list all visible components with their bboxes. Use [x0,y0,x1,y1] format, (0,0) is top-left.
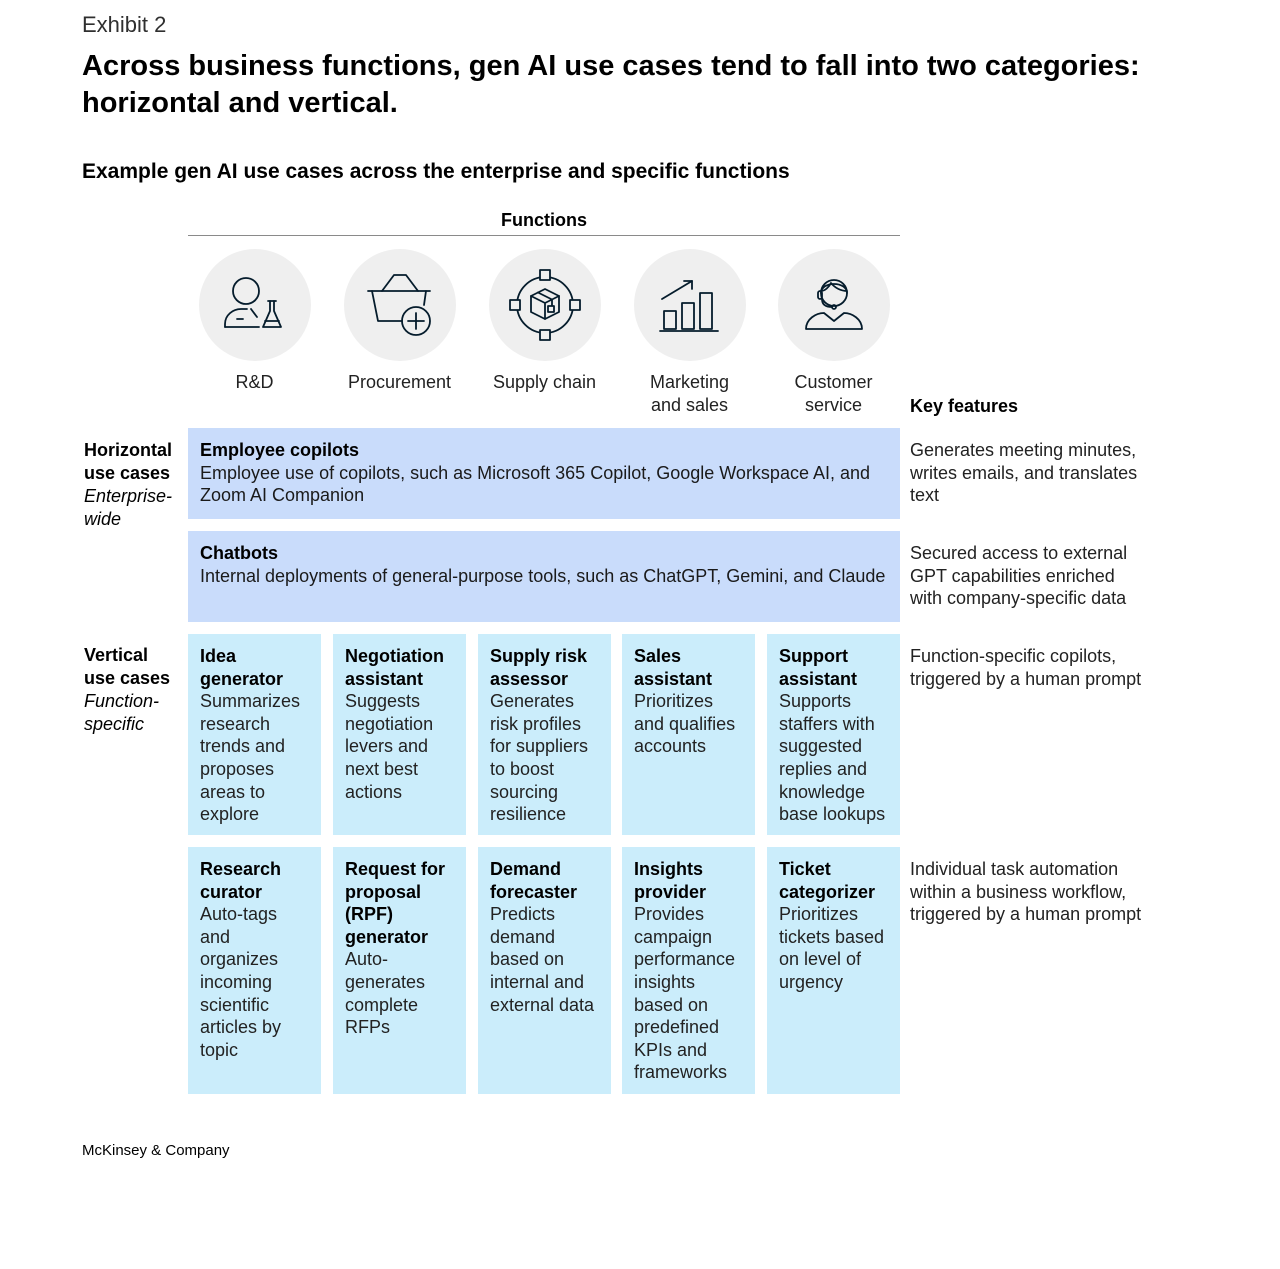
cell-title: Research curator [200,859,282,902]
function-rnd [182,249,327,394]
exhibit-label: Exhibit 2 [82,12,167,37]
function-label: R&D [235,372,274,392]
use-case-cell [622,634,755,835]
vertical-label-sub: Function- specific [84,691,160,734]
headset-agent-icon [794,265,874,345]
functions-divider [188,235,900,236]
cell-description: Auto-generates complete RFPs [345,949,426,1038]
function-label: Supply chain [492,372,597,392]
cell-title: Ticket categorizer [779,859,876,902]
function-label: Procurement [347,372,452,392]
employee-copilots-box [188,428,900,519]
function-icon-circle [634,249,746,361]
cell-description: Provides campaign performance insights based on predefined KPIs and frameworks [634,904,736,1083]
bar-chart-growth-icon [650,265,730,345]
use-case-cell [333,634,466,835]
use-case-cell [767,634,900,835]
vertical-row-label [84,644,184,736]
function-customer-service [761,249,906,417]
horizontal-label-title: Horizontal use cases [84,440,172,483]
cell-description: Suggests negotiation levers and next best actions [345,691,434,802]
function-label: Marketing and sales [649,372,730,415]
use-case-cell [188,847,321,1094]
scientist-icon [215,265,295,345]
cell-title: Sales assistant [634,646,713,689]
basket-plus-icon [360,265,440,345]
box-title: Chatbots [200,543,278,563]
cell-description: Prioritizes tickets based on level of urgency [779,904,885,992]
function-supply-chain [472,249,617,394]
use-case-cell [478,634,611,835]
function-icon-circle [778,249,890,361]
cell-title: Idea generator [200,646,284,689]
function-procurement [327,249,472,394]
cell-title: Insights provider [634,859,707,902]
box-description: Employee use of copilots, such as Microsoft 365 Copilot, Google Workspace AI, and Zoom AI Companion [200,462,871,506]
function-icon-circle [489,249,601,361]
function-marketing-sales [617,249,762,417]
package-network-icon [505,265,585,345]
key-feature-text: Function-specific copilots, triggered by a human prompt [910,646,1142,689]
use-case-cell [188,634,321,835]
cell-description: Summarizes research trends and proposes areas to explore [200,691,301,825]
key-feature-text: Secured access to external GPT capabilities enriched with company-specific data [910,543,1128,609]
key-feature-text: Generates meeting minutes, writes emails, and translates text [910,440,1138,506]
horizontal-label-sub: Enterprise- wide [84,486,173,529]
box-description: Internal deployments of general-purpose tools, such as ChatGPT, Gemini, and Claude [200,565,886,586]
function-label: Customer service [794,372,873,415]
cell-title: Negotiation assistant [345,646,444,689]
key-features-header: Key features [910,396,1019,416]
cell-description: Generates risk profiles for suppliers to boost sourcing resilience [490,691,589,825]
cell-description: Prioritizes and qualifies accounts [634,691,736,757]
function-icon-circle [344,249,456,361]
key-feature-text: Individual task automation within a business workflow, triggered by a human prompt [910,859,1142,925]
cell-description: Auto-tags and organizes incoming scientific articles by topic [200,904,282,1060]
function-icon-circle [199,249,311,361]
cell-title: Demand forecaster [490,859,578,902]
cell-title: Request for proposal (RPF) generator [345,859,446,947]
subtitle: Example gen AI use cases across the enterprise and specific functions [82,160,790,183]
page-title: Across business functions, gen AI use cases tend to fall into two categories: horizontal and vertical. [82,50,1140,119]
horizontal-row-label [84,439,184,531]
cell-description: Predicts demand based on internal and external data [490,904,595,1015]
use-case-cell [478,847,611,1094]
footer-source: McKinsey & Company [82,1142,230,1159]
use-case-cell [767,847,900,1094]
functions-header: Functions [501,210,587,230]
cell-description: Supports staffers with suggested replies and knowledge base lookups [779,691,886,825]
use-case-cell [333,847,466,1094]
chatbots-box [188,531,900,622]
cell-title: Support assistant [779,646,858,689]
box-title: Employee copilots [200,440,360,460]
cell-title: Supply risk assessor [490,646,588,689]
vertical-label-title: Vertical use cases [84,645,171,688]
use-case-cell [622,847,755,1094]
